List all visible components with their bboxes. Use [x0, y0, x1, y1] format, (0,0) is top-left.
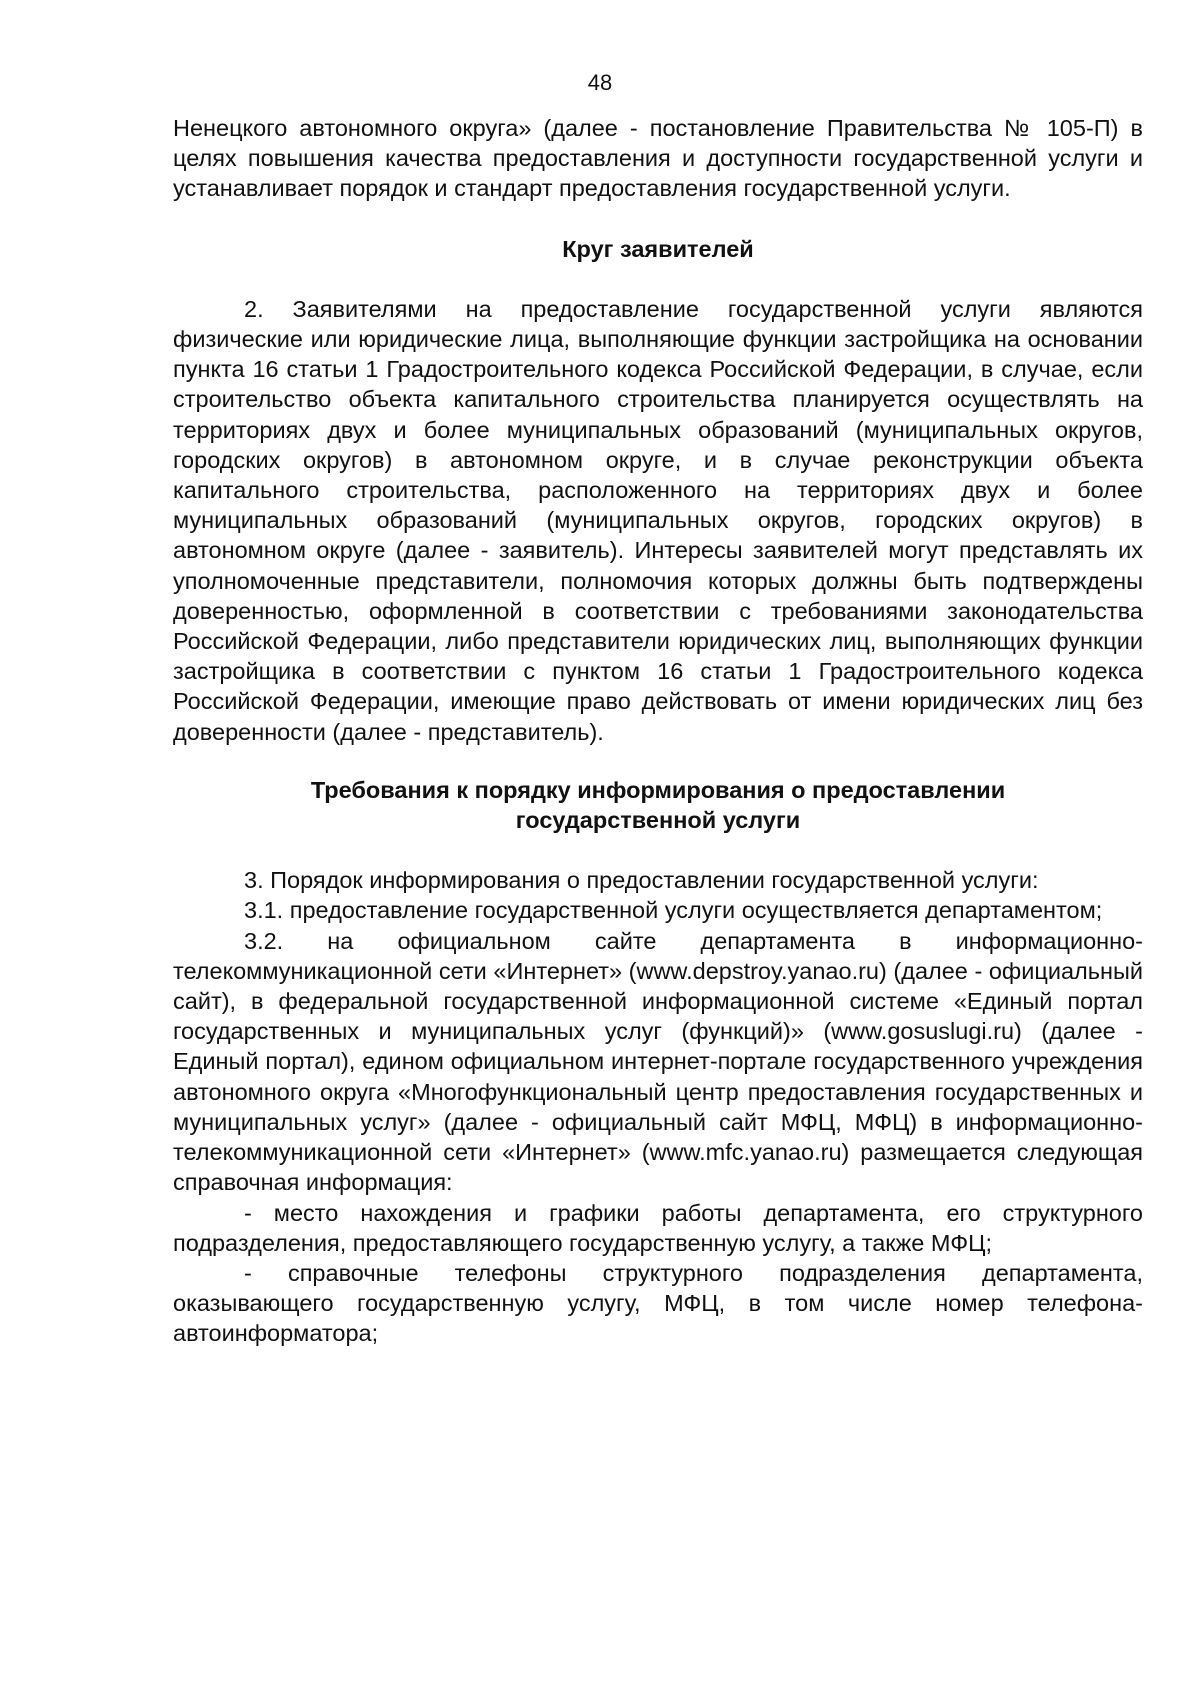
paragraph-3-1: 3.1. предоставление государственной услуги осуществляется департаментом; — [244, 897, 1103, 924]
list-item-phones: - справочные телефоны структурного подразделения департамента, оказывающего государственную услугу, МФЦ, в том числе номер телефона-автоинформатора; — [173, 1259, 1143, 1347]
document-body — [173, 113, 1143, 1349]
section-heading-informing-line2: государственной услуги — [515, 807, 801, 834]
section-heading-informing — [173, 775, 1143, 835]
list-item-location: - место нахождения и графики работы департамента, его структурного подразделения, предоставляющего государственную услугу, а также МФЦ; — [173, 1199, 1143, 1256]
intro-paragraph: Ненецкого автономного округа» (далее - постановление Правительства № 105-П) в целях повышения качества предоставления и доступности государственной услуги и устанавливает порядок и стандарт предоставления государственной услуги. — [173, 115, 1143, 202]
paragraph-2: 2. Заявителями на предоставление государственной услуги являются физические или юридические лица, выполняющие функции застройщика на основании пункта 16 статьи 1 Градостроительного кодекса Российской Федерации, в случае, если строительство объекта капитального строительства планируется осуществлять на территориях двух и более муниципальных образований (муниципальных округов, городских округов) в автономном округе, и в случае реконструкции объекта капитального строительства, расположенного на территориях двух и более муниципальных образований (муниципальных округов, городских округов) в автономном округе (далее - заявитель). Интересы заявителей могут представлять их уполномоченные представители, полномочия которых должны быть подтверждены доверенностью, оформленной в соответствии с требованиями законодательства Российской Федерации, либо представители юридических лиц, выполняющих функции застройщика в соответствии с пунктом 16 статьи 1 Градостроительного кодекса Российской Федерации, имеющие право действовать от имени юридических лиц без доверенности (далее - представитель). — [173, 295, 1143, 745]
paragraph-3: 3. Порядок информирования о предоставлении государственной услуги: — [244, 867, 1039, 894]
section-heading-informing-line1: Требования к порядку информирования о предоставлении — [310, 776, 1006, 803]
paragraph-3-2: 3.2. на официальном сайте департамента в информационно-телекоммуникационной сети «Интернет» (www.depstroy.yanao.ru) (далее - официальный сайт), в федеральной государственной информационной системе «Единый портал государственных и муниципальных услуг (функций)» (www.gosuslugi.ru) (далее - Единый портал), едином официальном интернет-портале государственного учреждения автономного округа «Многофункциональный центр предоставления государственных и муниципальных услуг» (далее - официальный сайт МФЦ, МФЦ) в информационно-телекоммуникационной сети «Интернет» (www.mfc.yanao.ru) размещается следующая справочная информация: — [173, 927, 1143, 1196]
section-heading-applicants: Круг заявителей — [562, 235, 754, 262]
page-number: 48 — [587, 70, 613, 95]
